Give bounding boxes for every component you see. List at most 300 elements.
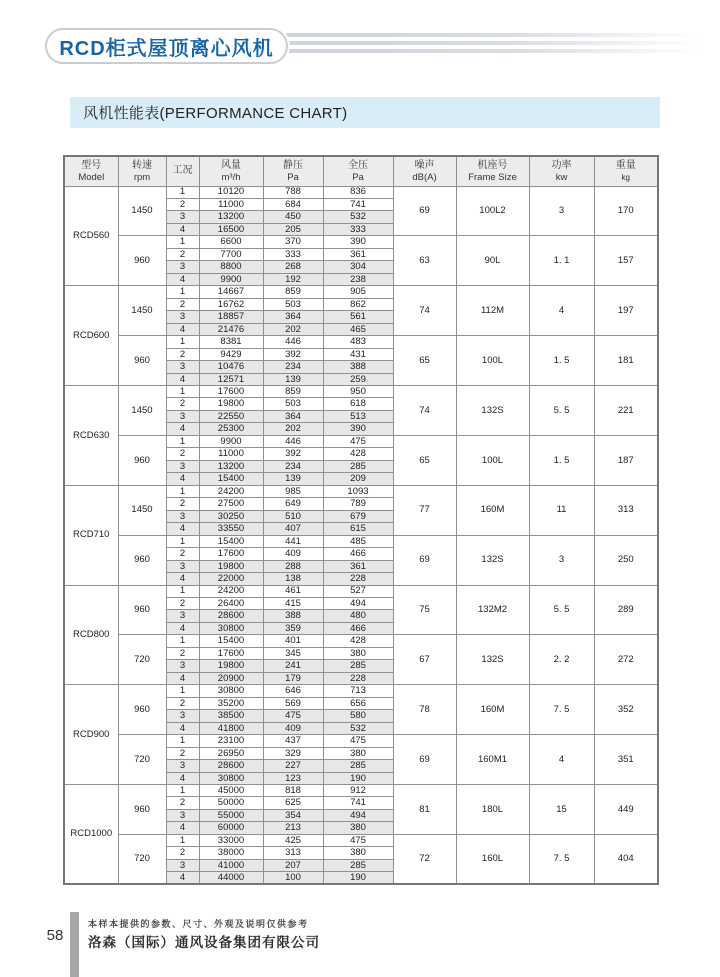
airflow-cell: 20900	[199, 672, 263, 684]
airflow-cell: 15400	[199, 535, 263, 547]
condition-cell: 1	[166, 435, 199, 447]
static-pressure-cell: 859	[263, 286, 323, 298]
condition-cell: 1	[166, 336, 199, 348]
condition-cell: 4	[166, 722, 199, 734]
total-pressure-cell: 741	[323, 797, 393, 809]
static-pressure-cell: 425	[263, 834, 323, 846]
condition-cell: 4	[166, 622, 199, 634]
weight-cell: 221	[594, 386, 658, 436]
condition-cell: 4	[166, 772, 199, 784]
table-row	[64, 735, 658, 747]
static-pressure-cell: 461	[263, 585, 323, 597]
table-row	[64, 535, 658, 547]
table-row	[64, 386, 658, 398]
condition-cell: 1	[166, 535, 199, 547]
static-pressure-cell: 202	[263, 423, 323, 435]
weight-cell: 157	[594, 236, 658, 286]
model-cell: RCD630	[64, 386, 118, 486]
total-pressure-cell: 862	[323, 298, 393, 310]
rpm-cell: 960	[118, 336, 166, 386]
total-pressure-cell: 380	[323, 822, 393, 834]
static-pressure-cell: 345	[263, 647, 323, 659]
header-rule-line	[278, 33, 720, 37]
airflow-cell: 12571	[199, 373, 263, 385]
total-pressure-cell: 361	[323, 560, 393, 572]
airflow-cell: 44000	[199, 872, 263, 884]
airflow-cell: 28600	[199, 760, 263, 772]
total-pressure-cell: 190	[323, 872, 393, 884]
condition-cell: 2	[166, 747, 199, 759]
table-row	[64, 336, 658, 348]
weight-cell: 250	[594, 535, 658, 585]
static-pressure-cell: 364	[263, 311, 323, 323]
total-pressure-cell: 656	[323, 697, 393, 709]
noise-cell: 74	[393, 386, 456, 436]
condition-cell: 4	[166, 573, 199, 585]
airflow-cell: 22550	[199, 410, 263, 422]
total-pressure-cell: 228	[323, 573, 393, 585]
table-row	[64, 286, 658, 298]
static-pressure-cell: 415	[263, 597, 323, 609]
footer-divider-bar	[70, 912, 79, 977]
condition-cell: 4	[166, 872, 199, 884]
noise-cell: 74	[393, 286, 456, 336]
total-pressure-cell: 912	[323, 785, 393, 797]
condition-cell: 2	[166, 198, 199, 210]
table-row	[64, 785, 658, 797]
airflow-cell: 11000	[199, 448, 263, 460]
total-pressure-cell: 475	[323, 435, 393, 447]
power-cell: 1. 1	[529, 236, 594, 286]
total-pressure-cell: 388	[323, 361, 393, 373]
airflow-cell: 16500	[199, 223, 263, 235]
condition-cell: 3	[166, 311, 199, 323]
power-cell: 2. 2	[529, 635, 594, 685]
airflow-cell: 24200	[199, 585, 263, 597]
total-pressure-cell: 380	[323, 747, 393, 759]
condition-cell: 2	[166, 797, 199, 809]
rpm-cell: 720	[118, 635, 166, 685]
airflow-cell: 14667	[199, 286, 263, 298]
static-pressure-cell: 100	[263, 872, 323, 884]
static-pressure-cell: 625	[263, 797, 323, 809]
static-pressure-cell: 139	[263, 373, 323, 385]
rpm-cell: 1450	[118, 485, 166, 535]
total-pressure-cell: 285	[323, 460, 393, 472]
static-pressure-cell: 313	[263, 847, 323, 859]
static-pressure-cell: 139	[263, 473, 323, 485]
section-title-text: 风机性能表(PERFORMANCE CHART)	[83, 105, 348, 122]
condition-cell: 3	[166, 859, 199, 871]
header-rule-line	[278, 49, 720, 53]
rpm-cell: 720	[118, 834, 166, 884]
airflow-cell: 22000	[199, 573, 263, 585]
column-header-model: 型号 Model	[64, 156, 118, 186]
total-pressure-cell: 513	[323, 410, 393, 422]
airflow-cell: 23100	[199, 735, 263, 747]
airflow-cell: 60000	[199, 822, 263, 834]
total-pressure-cell: 431	[323, 348, 393, 360]
condition-cell: 2	[166, 847, 199, 859]
noise-cell: 72	[393, 834, 456, 884]
airflow-cell: 38500	[199, 710, 263, 722]
condition-cell: 4	[166, 473, 199, 485]
condition-cell: 1	[166, 685, 199, 697]
condition-cell: 3	[166, 760, 199, 772]
power-cell: 5. 5	[529, 386, 594, 436]
condition-cell: 1	[166, 286, 199, 298]
total-pressure-cell: 905	[323, 286, 393, 298]
condition-cell: 2	[166, 697, 199, 709]
condition-cell: 1	[166, 386, 199, 398]
airflow-cell: 8381	[199, 336, 263, 348]
airflow-cell: 16762	[199, 298, 263, 310]
total-pressure-cell: 390	[323, 423, 393, 435]
noise-cell: 75	[393, 585, 456, 635]
static-pressure-cell: 213	[263, 822, 323, 834]
weight-cell: 170	[594, 186, 658, 236]
condition-cell: 2	[166, 448, 199, 460]
weight-cell: 197	[594, 286, 658, 336]
total-pressure-cell: 259	[323, 373, 393, 385]
static-pressure-cell: 138	[263, 573, 323, 585]
airflow-cell: 9429	[199, 348, 263, 360]
weight-cell: 404	[594, 834, 658, 884]
table-row	[64, 186, 658, 198]
airflow-cell: 35200	[199, 697, 263, 709]
frame-size-cell: 160M	[456, 485, 529, 535]
total-pressure-cell: 713	[323, 685, 393, 697]
static-pressure-cell: 450	[263, 211, 323, 223]
power-cell: 3	[529, 186, 594, 236]
total-pressure-cell: 285	[323, 660, 393, 672]
total-pressure-cell: 304	[323, 261, 393, 273]
total-pressure-cell: 741	[323, 198, 393, 210]
rpm-cell: 1450	[118, 186, 166, 236]
total-pressure-cell: 580	[323, 710, 393, 722]
weight-cell: 181	[594, 336, 658, 386]
condition-cell: 2	[166, 548, 199, 560]
frame-size-cell: 160M1	[456, 735, 529, 785]
power-cell: 3	[529, 535, 594, 585]
power-cell: 15	[529, 785, 594, 835]
static-pressure-cell: 859	[263, 386, 323, 398]
column-header-static-pressure: 静压 Pa	[263, 156, 323, 186]
frame-size-cell: 180L	[456, 785, 529, 835]
static-pressure-cell: 788	[263, 186, 323, 198]
static-pressure-cell: 234	[263, 361, 323, 373]
condition-cell: 3	[166, 460, 199, 472]
total-pressure-cell: 228	[323, 672, 393, 684]
airflow-cell: 38000	[199, 847, 263, 859]
rpm-cell: 960	[118, 785, 166, 835]
table-row	[64, 685, 658, 697]
airflow-cell: 26950	[199, 747, 263, 759]
frame-size-cell: 100L	[456, 336, 529, 386]
static-pressure-cell: 684	[263, 198, 323, 210]
page-banner	[45, 28, 288, 64]
static-pressure-cell: 446	[263, 336, 323, 348]
static-pressure-cell: 475	[263, 710, 323, 722]
total-pressure-cell: 615	[323, 523, 393, 535]
condition-cell: 4	[166, 323, 199, 335]
frame-size-cell: 160L	[456, 834, 529, 884]
column-header-rpm: 转速 rpm	[118, 156, 166, 186]
static-pressure-cell: 388	[263, 610, 323, 622]
column-header-noise: 噪声 dB(A)	[393, 156, 456, 186]
rpm-cell: 960	[118, 685, 166, 735]
airflow-cell: 30800	[199, 772, 263, 784]
header-rule-line	[278, 41, 720, 45]
frame-size-cell: 100L	[456, 435, 529, 485]
static-pressure-cell: 985	[263, 485, 323, 497]
frame-size-cell: 132S	[456, 535, 529, 585]
condition-cell: 2	[166, 348, 199, 360]
condition-cell: 3	[166, 809, 199, 821]
total-pressure-cell: 618	[323, 398, 393, 410]
performance-table	[63, 155, 659, 885]
weight-cell: 289	[594, 585, 658, 635]
airflow-cell: 11000	[199, 198, 263, 210]
page-number: 58	[46, 927, 64, 944]
static-pressure-cell: 569	[263, 697, 323, 709]
condition-cell: 3	[166, 610, 199, 622]
static-pressure-cell: 649	[263, 498, 323, 510]
condition-cell: 2	[166, 248, 199, 260]
frame-size-cell: 90L	[456, 236, 529, 286]
total-pressure-cell: 532	[323, 722, 393, 734]
total-pressure-cell: 465	[323, 323, 393, 335]
total-pressure-cell: 285	[323, 859, 393, 871]
rpm-cell: 960	[118, 535, 166, 585]
static-pressure-cell: 392	[263, 448, 323, 460]
banner-title: RCD柜式屋顶离心风机	[59, 37, 274, 60]
total-pressure-cell: 209	[323, 473, 393, 485]
static-pressure-cell: 227	[263, 760, 323, 772]
airflow-cell: 15400	[199, 635, 263, 647]
total-pressure-cell: 333	[323, 223, 393, 235]
airflow-cell: 9900	[199, 273, 263, 285]
airflow-cell: 21476	[199, 323, 263, 335]
condition-cell: 2	[166, 498, 199, 510]
airflow-cell: 19800	[199, 660, 263, 672]
total-pressure-cell: 483	[323, 336, 393, 348]
airflow-cell: 27500	[199, 498, 263, 510]
total-pressure-cell: 494	[323, 597, 393, 609]
total-pressure-cell: 1093	[323, 485, 393, 497]
table-body	[64, 186, 658, 884]
static-pressure-cell: 205	[263, 223, 323, 235]
condition-cell: 1	[166, 735, 199, 747]
static-pressure-cell: 407	[263, 523, 323, 535]
static-pressure-cell: 207	[263, 859, 323, 871]
condition-cell: 2	[166, 398, 199, 410]
total-pressure-cell: 480	[323, 610, 393, 622]
airflow-cell: 15400	[199, 473, 263, 485]
airflow-cell: 33550	[199, 523, 263, 535]
frame-size-cell: 132S	[456, 635, 529, 685]
table-row	[64, 585, 658, 597]
condition-cell: 1	[166, 585, 199, 597]
column-header-condition: 工况	[166, 156, 199, 186]
footer-disclaimer: 本样本提供的参数、尺寸、外观及说明仅供参考	[88, 919, 309, 929]
static-pressure-cell: 329	[263, 747, 323, 759]
power-cell: 7. 5	[529, 685, 594, 735]
total-pressure-cell: 361	[323, 248, 393, 260]
static-pressure-cell: 409	[263, 548, 323, 560]
total-pressure-cell: 190	[323, 772, 393, 784]
static-pressure-cell: 437	[263, 735, 323, 747]
static-pressure-cell: 503	[263, 298, 323, 310]
condition-cell: 4	[166, 822, 199, 834]
condition-cell: 3	[166, 710, 199, 722]
condition-cell: 2	[166, 597, 199, 609]
frame-size-cell: 100L2	[456, 186, 529, 236]
column-header-weight: 重量 kg	[594, 156, 658, 186]
airflow-cell: 26400	[199, 597, 263, 609]
power-cell: 11	[529, 485, 594, 535]
airflow-cell: 19800	[199, 560, 263, 572]
condition-cell: 4	[166, 273, 199, 285]
column-header-total-pressure: 全压 Pa	[323, 156, 393, 186]
airflow-cell: 6600	[199, 236, 263, 248]
airflow-cell: 28600	[199, 610, 263, 622]
frame-size-cell: 160M	[456, 685, 529, 735]
airflow-cell: 13200	[199, 460, 263, 472]
model-cell: RCD560	[64, 186, 118, 286]
rpm-cell: 960	[118, 236, 166, 286]
condition-cell: 2	[166, 298, 199, 310]
condition-cell: 4	[166, 523, 199, 535]
total-pressure-cell: 285	[323, 760, 393, 772]
noise-cell: 78	[393, 685, 456, 735]
static-pressure-cell: 818	[263, 785, 323, 797]
total-pressure-cell: 428	[323, 448, 393, 460]
airflow-cell: 25300	[199, 423, 263, 435]
total-pressure-cell: 485	[323, 535, 393, 547]
static-pressure-cell: 401	[263, 635, 323, 647]
total-pressure-cell: 380	[323, 847, 393, 859]
condition-cell: 1	[166, 236, 199, 248]
airflow-cell: 17600	[199, 386, 263, 398]
airflow-cell: 17600	[199, 647, 263, 659]
condition-cell: 3	[166, 660, 199, 672]
airflow-cell: 55000	[199, 809, 263, 821]
airflow-cell: 50000	[199, 797, 263, 809]
airflow-cell: 19800	[199, 398, 263, 410]
noise-cell: 65	[393, 336, 456, 386]
condition-cell: 4	[166, 223, 199, 235]
noise-cell: 77	[393, 485, 456, 535]
rpm-cell: 1450	[118, 286, 166, 336]
total-pressure-cell: 950	[323, 386, 393, 398]
airflow-cell: 17600	[199, 548, 263, 560]
power-cell: 1. 5	[529, 435, 594, 485]
rpm-cell: 1450	[118, 386, 166, 436]
static-pressure-cell: 359	[263, 622, 323, 634]
static-pressure-cell: 646	[263, 685, 323, 697]
weight-cell: 187	[594, 435, 658, 485]
condition-cell: 3	[166, 560, 199, 572]
condition-cell: 1	[166, 785, 199, 797]
airflow-cell: 30250	[199, 510, 263, 522]
total-pressure-cell: 679	[323, 510, 393, 522]
total-pressure-cell: 475	[323, 834, 393, 846]
condition-cell: 2	[166, 647, 199, 659]
static-pressure-cell: 510	[263, 510, 323, 522]
static-pressure-cell: 288	[263, 560, 323, 572]
frame-size-cell: 112M	[456, 286, 529, 336]
noise-cell: 63	[393, 236, 456, 286]
static-pressure-cell: 192	[263, 273, 323, 285]
airflow-cell: 45000	[199, 785, 263, 797]
total-pressure-cell: 836	[323, 186, 393, 198]
total-pressure-cell: 532	[323, 211, 393, 223]
power-cell: 7. 5	[529, 834, 594, 884]
noise-cell: 69	[393, 735, 456, 785]
frame-size-cell: 132S	[456, 386, 529, 436]
condition-cell: 1	[166, 186, 199, 198]
static-pressure-cell: 202	[263, 323, 323, 335]
column-header-airflow: 风量 m³/h	[199, 156, 263, 186]
total-pressure-cell: 238	[323, 273, 393, 285]
condition-cell: 3	[166, 510, 199, 522]
weight-cell: 272	[594, 635, 658, 685]
airflow-cell: 8800	[199, 261, 263, 273]
airflow-cell: 24200	[199, 485, 263, 497]
airflow-cell: 13200	[199, 211, 263, 223]
table-row	[64, 834, 658, 846]
condition-cell: 3	[166, 211, 199, 223]
column-header-power: 功率 kw	[529, 156, 594, 186]
model-cell: RCD1000	[64, 785, 118, 885]
airflow-cell: 10120	[199, 186, 263, 198]
power-cell: 5. 5	[529, 585, 594, 635]
static-pressure-cell: 333	[263, 248, 323, 260]
total-pressure-cell: 390	[323, 236, 393, 248]
noise-cell: 65	[393, 435, 456, 485]
noise-cell: 67	[393, 635, 456, 685]
airflow-cell: 9900	[199, 435, 263, 447]
table-row	[64, 435, 658, 447]
static-pressure-cell: 392	[263, 348, 323, 360]
section-title-bar	[70, 97, 660, 128]
total-pressure-cell: 527	[323, 585, 393, 597]
static-pressure-cell: 268	[263, 261, 323, 273]
weight-cell: 351	[594, 735, 658, 785]
static-pressure-cell: 370	[263, 236, 323, 248]
airflow-cell: 18857	[199, 311, 263, 323]
model-cell: RCD710	[64, 485, 118, 585]
rpm-cell: 720	[118, 735, 166, 785]
condition-cell: 3	[166, 361, 199, 373]
model-cell: RCD600	[64, 286, 118, 386]
condition-cell: 1	[166, 635, 199, 647]
airflow-cell: 30800	[199, 622, 263, 634]
condition-cell: 1	[166, 485, 199, 497]
condition-cell: 4	[166, 672, 199, 684]
total-pressure-cell: 380	[323, 647, 393, 659]
table-header-row	[64, 156, 658, 186]
model-cell: RCD800	[64, 585, 118, 685]
weight-cell: 313	[594, 485, 658, 535]
static-pressure-cell: 364	[263, 410, 323, 422]
airflow-cell: 41800	[199, 722, 263, 734]
noise-cell: 69	[393, 186, 456, 236]
total-pressure-cell: 475	[323, 735, 393, 747]
static-pressure-cell: 409	[263, 722, 323, 734]
static-pressure-cell: 446	[263, 435, 323, 447]
